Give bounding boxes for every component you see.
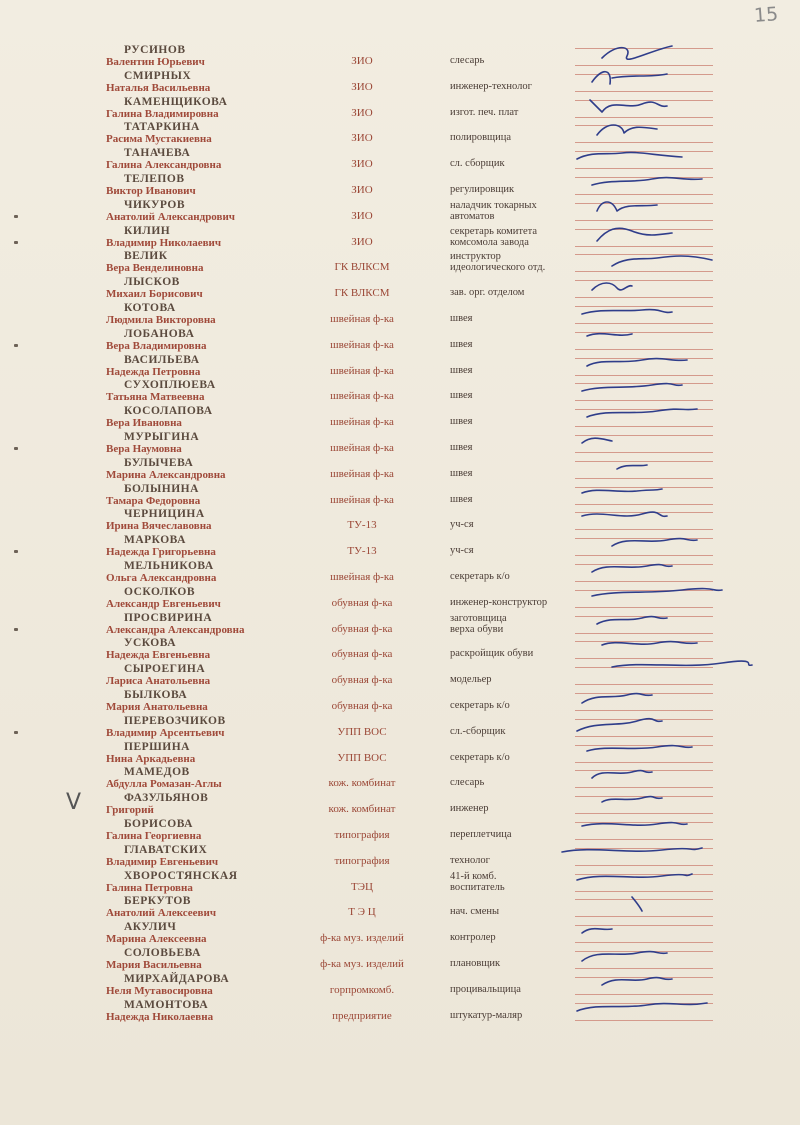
- surname: БУЛЫЧЕВА: [124, 457, 194, 469]
- position: [450, 613, 507, 635]
- organization: предприятие: [332, 1010, 392, 1022]
- organization: ТУ-13: [347, 519, 377, 531]
- position: [450, 519, 474, 530]
- given-name: Валентин Юрьевич: [106, 56, 205, 68]
- signature-stroke: [587, 746, 692, 751]
- organization: швейная ф-ка: [330, 365, 394, 377]
- position-line-2: автоматов: [450, 211, 495, 222]
- given-name: Григорий: [106, 804, 154, 816]
- surname: ПЕРШИНА: [124, 741, 190, 753]
- signature-stroke: [602, 797, 662, 802]
- position-line-1: полировщица: [450, 132, 512, 143]
- given-name: Вера Венделиновна: [106, 262, 204, 274]
- position: [450, 700, 510, 711]
- given-name: Людмила Викторовна: [106, 314, 216, 326]
- given-name: Марина Александровна: [106, 469, 226, 481]
- position-line-1: швея: [450, 442, 473, 453]
- surname: СМИРНЫХ: [124, 70, 192, 82]
- organization: ГК ВЛКСМ: [334, 287, 390, 299]
- organization: швейная ф-ка: [330, 468, 394, 480]
- organization: ЗИО: [351, 210, 373, 222]
- signature-stroke: [577, 719, 662, 731]
- position: [450, 829, 511, 840]
- surname: БОРИСОВА: [124, 818, 193, 830]
- signature-stroke: [592, 72, 667, 84]
- position-line-1: процивальщица: [450, 984, 521, 995]
- position-line-1: слесарь: [450, 777, 485, 788]
- organization: швейная ф-ка: [330, 571, 394, 583]
- organization: ЗИО: [351, 236, 373, 248]
- signature-stroke: [597, 125, 657, 135]
- organization: кож. комбинат: [328, 777, 396, 789]
- margin-dot: [14, 731, 18, 734]
- given-name: Надежда Григорьевна: [106, 546, 216, 558]
- position-line-1: швея: [450, 494, 473, 505]
- position: [450, 855, 490, 866]
- given-name: Галина Георгиевна: [106, 830, 202, 842]
- given-name: Ольга Александровна: [106, 572, 217, 584]
- surname: КИЛИН: [124, 225, 171, 237]
- given-name: Лариса Анатольевна: [106, 675, 211, 687]
- surname: МИРХАЙДАРОВА: [124, 973, 230, 985]
- position: [450, 390, 472, 401]
- signature-stroke: [590, 100, 667, 112]
- organization: УПП ВОС: [337, 752, 387, 764]
- position-line-1: 41-й комб.: [450, 871, 497, 882]
- position-line-1: уч-ся: [450, 519, 474, 530]
- surname: МЕЛЬНИКОВА: [124, 560, 214, 572]
- position-line-1: швея: [450, 390, 473, 401]
- organization: обувная ф-ка: [331, 648, 393, 660]
- given-name: Галина Владимировна: [106, 108, 219, 120]
- position-line-1: швея: [450, 468, 473, 479]
- signature-stroke: [577, 874, 692, 880]
- signature-stroke: [617, 465, 647, 469]
- given-name: Абдулла Ромазан-Аглы: [106, 778, 222, 790]
- signature-stroke: [632, 897, 642, 911]
- surname: ТАНАЧЕВА: [124, 147, 191, 159]
- margin-check-mark: V: [66, 790, 82, 815]
- organization: ЗИО: [351, 55, 373, 67]
- position: [450, 184, 514, 195]
- signature-stroke: [597, 617, 667, 624]
- surname: ОСКОЛКОВ: [124, 586, 196, 598]
- surname: БЕРКУТОВ: [124, 895, 191, 907]
- position: [450, 81, 532, 92]
- handwritten-signature: [572, 993, 752, 1025]
- given-name: Надежда Евгеньевна: [106, 649, 211, 661]
- margin-dot: [14, 241, 18, 244]
- position-line-1: регулировщик: [450, 184, 515, 195]
- surname: ГЛАВАТСКИХ: [124, 844, 208, 856]
- surname: ПЕРЕВОЗЧИКОВ: [124, 715, 226, 727]
- given-name: Анатолий Александрович: [106, 211, 236, 223]
- position-line-1: плановщик: [450, 958, 501, 969]
- position-line-2: верха обуви: [450, 624, 504, 635]
- margin-dot: [14, 447, 18, 450]
- surname: РУСИНОВ: [124, 44, 186, 56]
- position-line-1: швея: [450, 416, 473, 427]
- organization: ЗИО: [351, 81, 373, 93]
- position-line-1: инструктор: [450, 251, 501, 262]
- position: [450, 442, 472, 453]
- surname: МУРЫГИНА: [124, 431, 200, 443]
- list-item: [0, 999, 800, 1025]
- position-line-1: технолог: [450, 855, 490, 866]
- given-name: Мария Анатольевна: [106, 701, 208, 713]
- surname: АКУЛИЧ: [124, 921, 177, 933]
- margin-dot: [14, 344, 18, 347]
- position-line-1: сл. сборщик: [450, 158, 505, 169]
- position-line-1: штукатур-маляр: [450, 1010, 523, 1021]
- position-line-1: нач. смены: [450, 906, 500, 917]
- signature-stroke: [582, 489, 662, 493]
- margin-dot: [14, 628, 18, 631]
- position-line-1: швея: [450, 313, 473, 324]
- given-name: Александр Евгеньевич: [106, 598, 221, 610]
- given-name: Неля Мутавосировна: [106, 985, 213, 997]
- organization: ЗИО: [351, 184, 373, 196]
- signature-stroke: [592, 565, 672, 572]
- position-line-1: инженер: [450, 803, 489, 814]
- given-name: Марина Алексеевна: [106, 933, 207, 945]
- position-line-1: секретарь к/о: [450, 752, 510, 763]
- signature-stroke: [592, 771, 652, 778]
- position-line-2: комсомола завода: [450, 237, 529, 248]
- surname: БЫЛКОВА: [124, 689, 188, 701]
- position-line-1: секретарь к/о: [450, 571, 510, 582]
- position-line-1: слесарь: [450, 55, 485, 66]
- organization: ЗИО: [351, 132, 373, 144]
- surname: ТЕЛЕПОВ: [124, 173, 185, 185]
- position: [450, 468, 472, 479]
- organization: обувная ф-ка: [331, 700, 393, 712]
- given-name: Тамара Федоровна: [106, 495, 201, 507]
- position-line-1: сл.-сборщик: [450, 726, 506, 737]
- given-name: Анатолий Алексеевич: [106, 907, 217, 919]
- surname: МАРКОВА: [124, 534, 186, 546]
- position: [450, 726, 505, 737]
- organization: обувная ф-ка: [331, 674, 393, 686]
- position-line-1: переплетчица: [450, 829, 512, 840]
- position-line-1: швея: [450, 365, 473, 376]
- position: [450, 984, 521, 995]
- signature-stroke: [582, 929, 612, 933]
- surname: СЫРОЕГИНА: [124, 663, 206, 675]
- organization: швейная ф-ка: [330, 339, 394, 351]
- organization: обувная ф-ка: [331, 597, 393, 609]
- organization: Т Э Ц: [348, 906, 376, 918]
- surname: ВЕЛИК: [124, 250, 168, 262]
- position-line-1: швея: [450, 339, 473, 350]
- surname: ВАСИЛЬЕВА: [124, 354, 200, 366]
- position: [450, 906, 499, 917]
- position-line-1: заготовщица: [450, 613, 507, 624]
- given-name: Надежда Николаевна: [106, 1011, 214, 1023]
- organization: ТУ-13: [347, 545, 377, 557]
- organization: горпромкомб.: [329, 984, 395, 996]
- position: [450, 287, 524, 298]
- position-line-1: зав. орг. отделом: [450, 287, 525, 298]
- position: [450, 107, 518, 118]
- given-name: Михаил Борисович: [106, 288, 203, 300]
- signature-stroke: [582, 952, 667, 961]
- position: [450, 158, 505, 169]
- organization: кож. комбинат: [328, 803, 396, 815]
- position: [450, 416, 472, 427]
- position-line-1: секретарь к/о: [450, 700, 510, 711]
- position: [450, 132, 511, 143]
- surname: УСКОВА: [124, 637, 176, 649]
- surname: КОСОЛАПОВА: [124, 405, 213, 417]
- position: [450, 648, 533, 659]
- surname: ПРОСВИРИНА: [124, 612, 213, 624]
- surname: БОЛЫНИНА: [124, 483, 199, 495]
- position: [450, 55, 484, 66]
- signature-stroke: [582, 310, 672, 314]
- organization: типография: [334, 855, 390, 867]
- signature-stroke: [587, 359, 687, 366]
- signature-stroke: [612, 539, 697, 546]
- signature-stroke: [602, 46, 672, 59]
- position: [450, 545, 474, 556]
- position-line-1: модельер: [450, 674, 492, 685]
- surname: СУХОПЛЮЕВА: [124, 379, 216, 391]
- position: [450, 494, 472, 505]
- signature-stroke: [582, 384, 682, 391]
- given-name: Ирина Вячеславовна: [106, 520, 212, 532]
- signature-stroke: [592, 178, 702, 185]
- given-name: Наталья Васильевна: [106, 82, 211, 94]
- surname: ЧЕРНИЦИНА: [124, 508, 205, 520]
- surname: ХВОРОСТЯНСКАЯ: [124, 870, 238, 882]
- given-name: Галина Петровна: [106, 882, 193, 894]
- position: [450, 200, 537, 222]
- given-name: Владимир Арсентьевич: [106, 727, 225, 739]
- signature-stroke: [587, 334, 632, 336]
- position: [450, 226, 537, 248]
- signature-stroke: [577, 1003, 707, 1011]
- surname: ЧИКУРОВ: [124, 199, 186, 211]
- organization: швейная ф-ка: [330, 390, 394, 402]
- signature-stroke: [562, 848, 702, 852]
- given-name: Расима Мустакиевна: [106, 133, 212, 145]
- surname: МАМЕДОВ: [124, 766, 190, 778]
- given-name: Виктор Иванович: [106, 185, 196, 197]
- surname: ТАТАРКИНА: [124, 121, 200, 133]
- position-line-1: уч-ся: [450, 545, 474, 556]
- signature-stroke: [612, 256, 712, 266]
- position-line-1: контролер: [450, 932, 496, 943]
- signature-stroke: [602, 642, 697, 645]
- signature-stroke: [592, 589, 722, 596]
- position: [450, 752, 510, 763]
- surname: КАМЕНЩИКОВА: [124, 96, 228, 108]
- position: [450, 597, 547, 608]
- given-name: Галина Александровна: [106, 159, 222, 171]
- organization: ЗИО: [351, 107, 373, 119]
- signature-stroke: [602, 978, 672, 985]
- given-name: Вера Наумовна: [106, 443, 182, 455]
- position: [450, 365, 472, 376]
- given-name: Татьяна Матвеевна: [106, 391, 205, 403]
- signature-stroke: [587, 409, 697, 417]
- position-line-1: наладчик токарных: [450, 200, 537, 211]
- margin-dot: [14, 550, 18, 553]
- organization: ГК ВЛКСМ: [334, 261, 390, 273]
- signature-stroke: [597, 202, 657, 211]
- position: [450, 932, 496, 943]
- position: [450, 571, 510, 582]
- organization: типография: [334, 829, 390, 841]
- organization: ф-ка муз. изделий: [320, 958, 404, 970]
- position-line-1: изгот. печ. плат: [450, 107, 519, 118]
- position-line-1: инженер-конструктор: [450, 597, 548, 608]
- organization: ТЭЦ: [351, 881, 373, 893]
- signature-stroke: [612, 661, 752, 667]
- position: [450, 871, 505, 893]
- surname: ЛОБАНОВА: [124, 328, 195, 340]
- position-line-1: инженер-технолог: [450, 81, 532, 92]
- position: [450, 777, 484, 788]
- position: [450, 251, 545, 273]
- given-name: Вера Ивановна: [106, 417, 182, 429]
- surname: СОЛОВЬЕВА: [124, 947, 201, 959]
- position: [450, 803, 489, 814]
- surname: ЛЫСКОВ: [124, 276, 180, 288]
- signature-stroke: [582, 512, 667, 516]
- signature-stroke: [582, 438, 612, 443]
- position-line-2: идеологического отд.: [450, 262, 546, 273]
- position: [450, 1010, 522, 1021]
- given-name: Нина Аркадьевна: [106, 753, 196, 765]
- page-number: 15: [753, 3, 779, 27]
- position-line-1: раскройщик обуви: [450, 648, 534, 659]
- given-name: Мария Васильевна: [106, 959, 202, 971]
- organization: швейная ф-ка: [330, 494, 394, 506]
- given-name: Владимир Николаевич: [106, 237, 222, 249]
- organization: ЗИО: [351, 158, 373, 170]
- position: [450, 313, 472, 324]
- organization: ф-ка муз. изделий: [320, 932, 404, 944]
- organization: швейная ф-ка: [330, 416, 394, 428]
- position-line-1: секретарь комитета: [450, 226, 538, 237]
- organization: швейная ф-ка: [330, 442, 394, 454]
- given-name: Надежда Петровна: [106, 366, 201, 378]
- position: [450, 339, 472, 350]
- signature-stroke: [577, 152, 682, 159]
- given-name: Владимир Евгеньевич: [106, 856, 219, 868]
- signature-stroke: [582, 823, 687, 826]
- organization: обувная ф-ка: [331, 623, 393, 635]
- organization: швейная ф-ка: [330, 313, 394, 325]
- signature-stroke: [582, 694, 652, 703]
- position: [450, 958, 500, 969]
- signature-stroke: [592, 283, 632, 290]
- surname: МАМОНТОВА: [124, 999, 209, 1011]
- surname: КОТОВА: [124, 302, 176, 314]
- margin-dot: [14, 215, 18, 218]
- organization: УПП ВОС: [337, 726, 387, 738]
- surname: ФАЗУЛЬЯНОВ: [124, 792, 209, 804]
- position: [450, 674, 492, 685]
- position-line-2: воспитатель: [450, 882, 505, 893]
- given-name: Вера Владимировна: [106, 340, 207, 352]
- signature-stroke: [597, 228, 672, 241]
- given-name: Александра Александровна: [106, 624, 245, 636]
